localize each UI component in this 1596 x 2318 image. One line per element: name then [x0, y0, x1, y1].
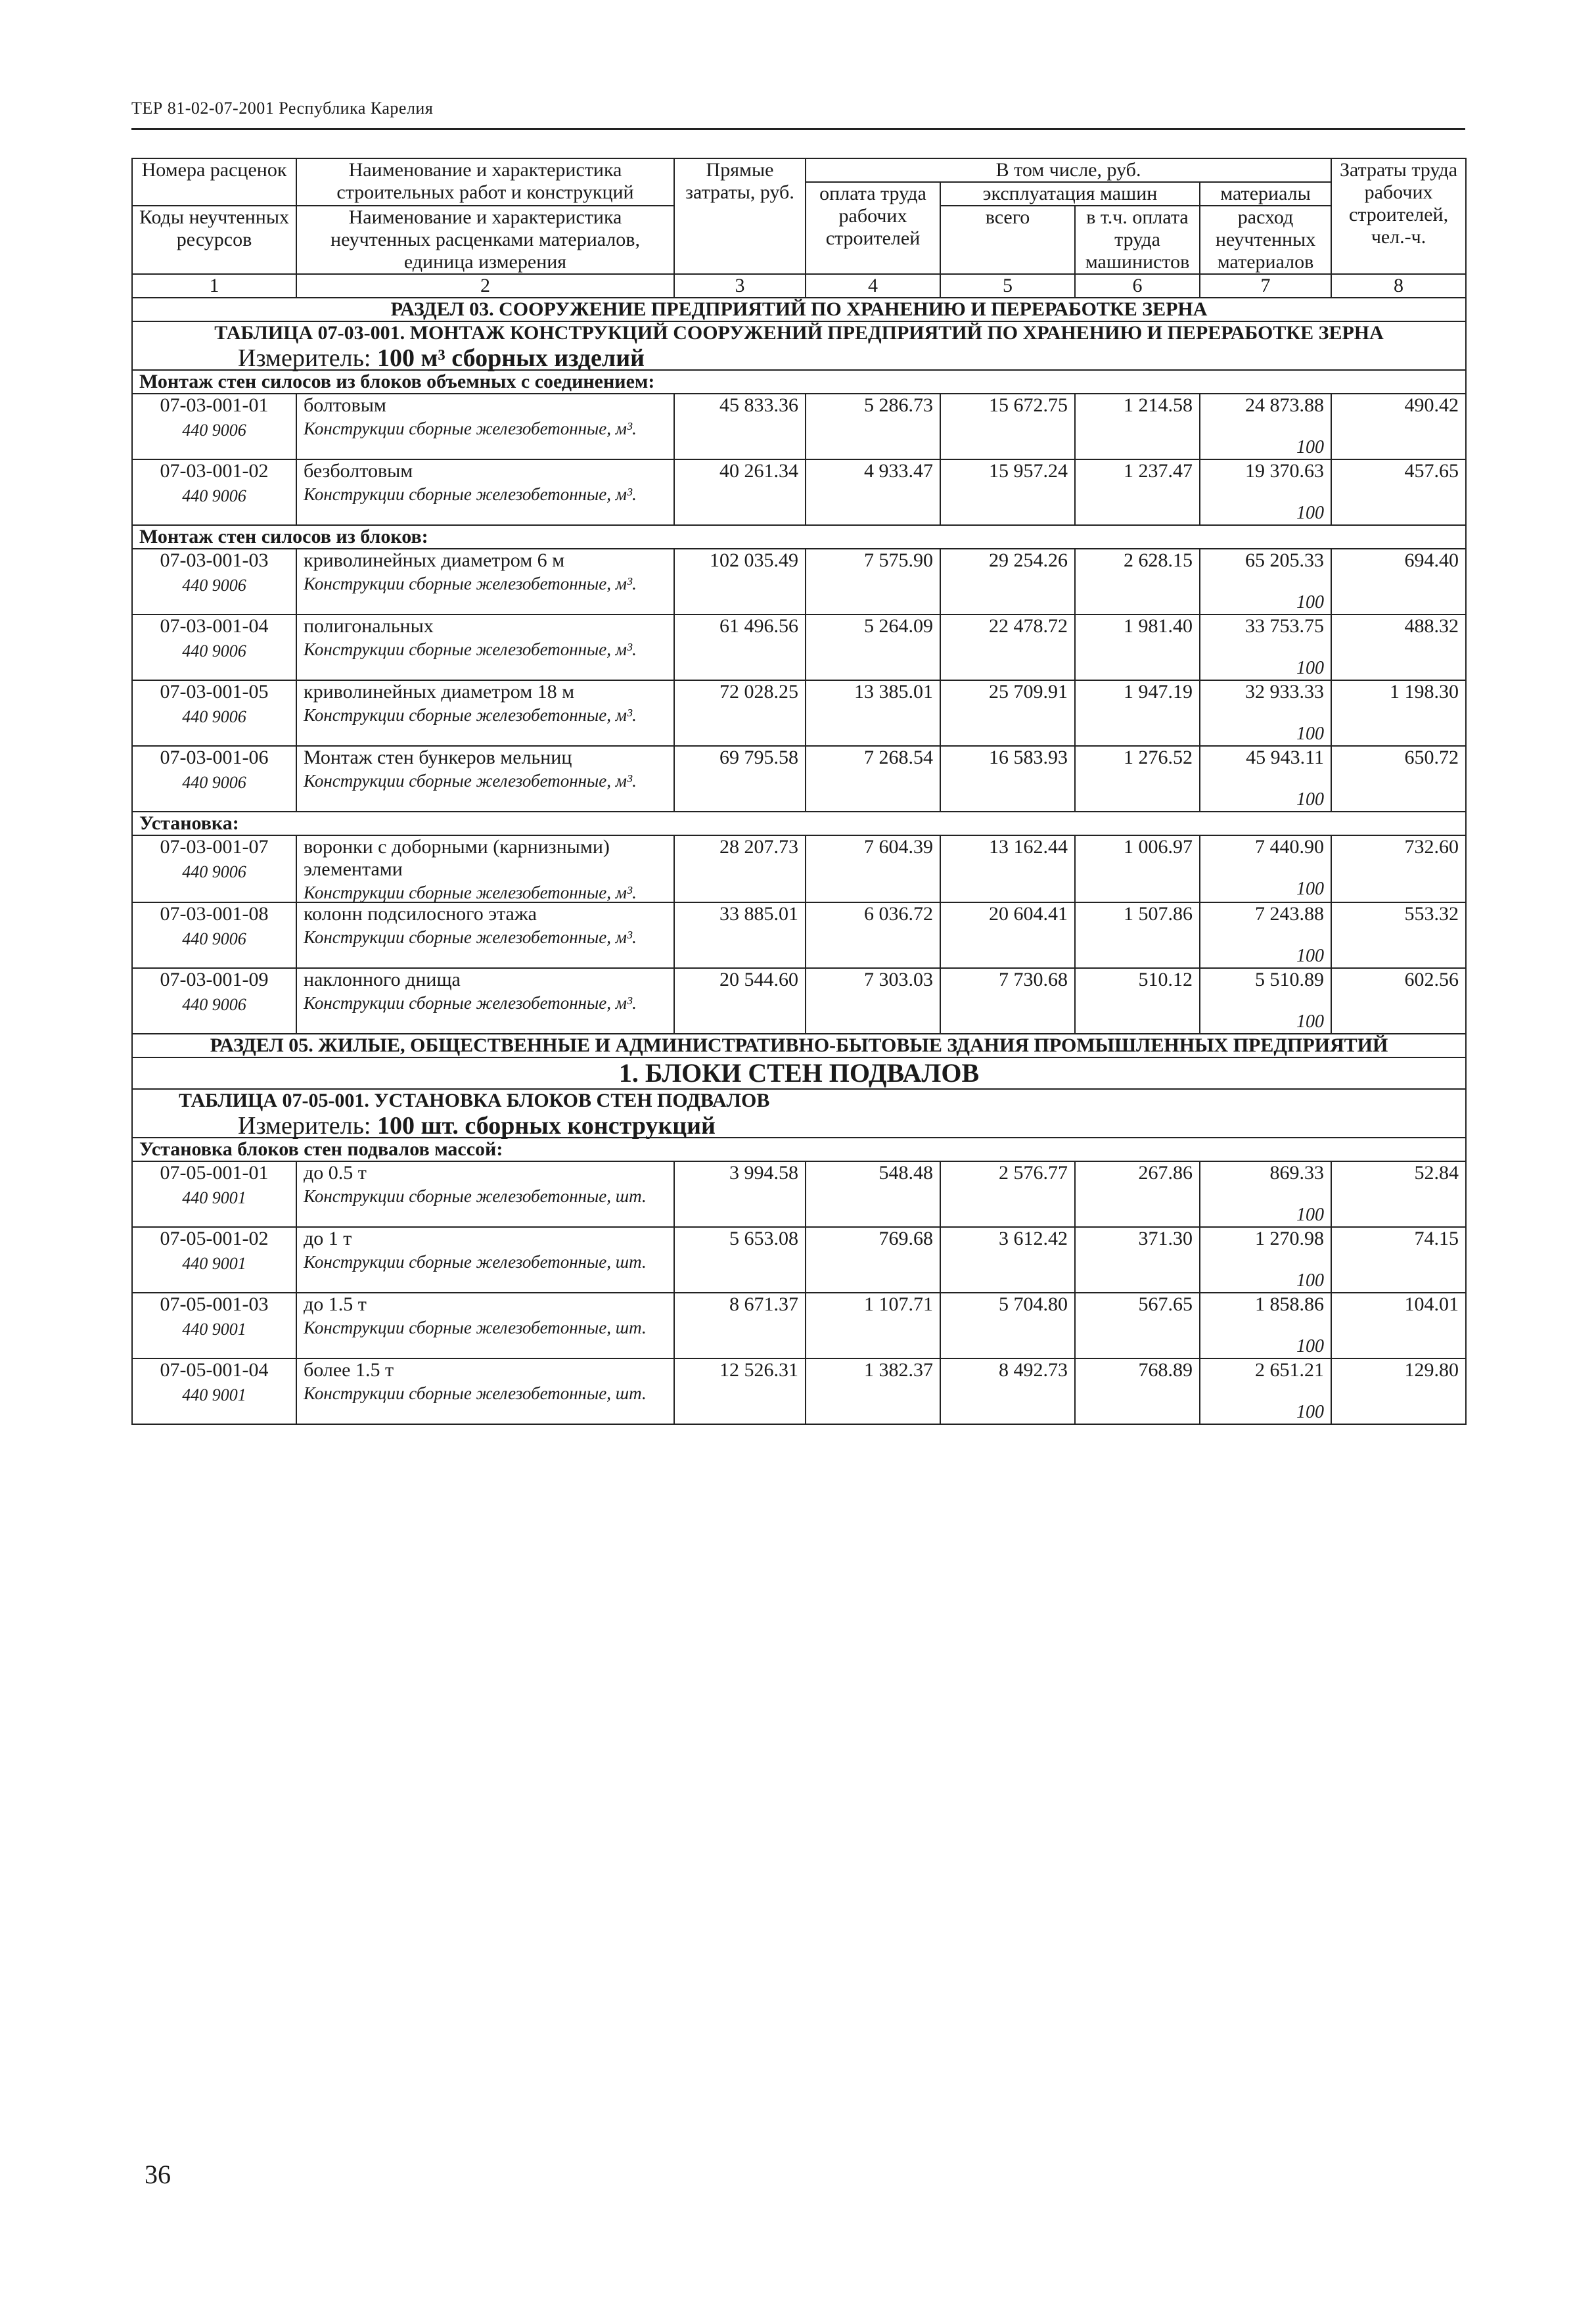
col1-header-b: Коды неучтенных ресурсов: [132, 206, 296, 274]
labor-wage: 7 303.03: [806, 968, 940, 1034]
work-name-cell: [296, 746, 674, 812]
rate-code-cell: [132, 1293, 296, 1358]
material-name: Конструкции сборные железобетонные, шт.: [304, 1186, 647, 1206]
labor-hours: 732.60: [1331, 835, 1466, 902]
work-name: до 1.5 т: [304, 1293, 367, 1315]
resource-code: 440 9006: [182, 929, 246, 948]
material-quantity: 100: [1296, 503, 1325, 523]
table-row: [132, 1358, 1466, 1424]
machines-total: 29 254.26: [940, 549, 1075, 614]
work-name-cell: [296, 394, 674, 459]
work-name: более 1.5 т: [304, 1359, 394, 1381]
materials-cost: 7 243.88: [1255, 903, 1325, 925]
table-07-05-001-caption: [132, 1089, 1466, 1138]
rate-code-cell: [132, 968, 296, 1034]
machinist-wage: 371.30: [1075, 1227, 1200, 1293]
work-name-cell: [296, 549, 674, 614]
subsection-title: 1. БЛОКИ СТЕН ПОДВАЛОВ: [132, 1057, 1466, 1089]
materials-cell: [1200, 680, 1331, 746]
direct-cost: 3 994.58: [674, 1161, 806, 1227]
rate-code: 07-05-001-02: [160, 1228, 269, 1249]
resource-code: 440 9001: [182, 1188, 246, 1207]
direct-cost: 69 795.58: [674, 746, 806, 812]
materials-cell: [1200, 394, 1331, 459]
rate-code-cell: [132, 746, 296, 812]
table-row: [132, 1293, 1466, 1358]
work-name: до 0.5 т: [304, 1162, 367, 1184]
rate-code: 07-03-001-08: [160, 903, 269, 925]
labor-hours: 457.65: [1331, 459, 1466, 525]
machines-total: 8 492.73: [940, 1358, 1075, 1424]
materials-cost: 65 205.33: [1245, 549, 1325, 571]
work-name: колонн подсилосного этажа: [304, 903, 537, 925]
col3-header: Прямые затраты, руб.: [674, 158, 806, 274]
resource-code: 440 9006: [182, 576, 246, 595]
work-name: болтовым: [304, 394, 386, 416]
labor-hours: 602.56: [1331, 968, 1466, 1034]
machinist-wage: 510.12: [1075, 968, 1200, 1034]
col1-header-a: Номера расценок: [132, 158, 296, 206]
table-row: [132, 902, 1466, 968]
resource-code: 440 9001: [182, 1385, 246, 1404]
machinist-wage: 768.89: [1075, 1358, 1200, 1424]
material-quantity: 100: [1296, 1011, 1325, 1032]
machinist-wage: 1 981.40: [1075, 614, 1200, 680]
material-name: Конструкции сборные железобетонные, шт.: [304, 1318, 647, 1337]
table-row: [132, 459, 1466, 525]
table-row: [132, 1161, 1466, 1227]
material-quantity: 100: [1296, 1336, 1325, 1356]
labor-wage: 13 385.01: [806, 680, 940, 746]
machines-total: 13 162.44: [940, 835, 1075, 902]
work-name-cell: [296, 1293, 674, 1358]
work-name: до 1 т: [304, 1228, 352, 1249]
rate-code: 07-03-001-09: [160, 969, 269, 990]
material-name: Конструкции сборные железобетонные, м³.: [304, 883, 637, 902]
measure-line: [139, 1112, 1459, 1140]
rate-code-cell: [132, 549, 296, 614]
measure-label: Измеритель:: [238, 344, 371, 372]
work-name: криволинейных диаметром 6 м: [304, 549, 565, 571]
machines-total: 20 604.41: [940, 902, 1075, 968]
materials-cell: [1200, 1293, 1331, 1358]
rate-code-cell: [132, 1227, 296, 1293]
labor-wage: 5 286.73: [806, 394, 940, 459]
page-number: 36: [145, 2160, 171, 2189]
machinist-wage: 2 628.15: [1075, 549, 1200, 614]
materials-cost: 2 651.21: [1255, 1359, 1325, 1381]
work-name-cell: [296, 1161, 674, 1227]
col-number: 3: [674, 274, 806, 298]
col6-header: в т.ч. оплата труда машинистов: [1075, 206, 1200, 274]
materials-cell: [1200, 549, 1331, 614]
machinist-wage: 1 237.47: [1075, 459, 1200, 525]
group-heading: Установка блоков стен подвалов массой:: [132, 1138, 1466, 1161]
materials-cost: 1 858.86: [1255, 1293, 1325, 1315]
col-number: 7: [1200, 274, 1331, 298]
header-row-1: [132, 158, 1466, 182]
material-name: Конструкции сборные железобетонные, м³.: [304, 574, 637, 593]
work-name: полигональных: [304, 615, 434, 637]
work-name: воронки с доборными (карнизными) элементами: [304, 836, 610, 880]
work-name: наклонного днища: [304, 969, 461, 990]
material-quantity: 100: [1296, 724, 1325, 744]
resource-code: 440 9006: [182, 862, 246, 881]
price-table: [131, 158, 1467, 1425]
labor-wage: 5 264.09: [806, 614, 940, 680]
col5-header: всего: [940, 206, 1075, 274]
direct-cost: 5 653.08: [674, 1227, 806, 1293]
machinist-wage: 267.86: [1075, 1161, 1200, 1227]
labor-wage: 7 268.54: [806, 746, 940, 812]
table-row: [132, 746, 1466, 812]
material-quantity: 100: [1296, 879, 1325, 899]
materials-header: материалы: [1200, 182, 1331, 206]
materials-cell: [1200, 746, 1331, 812]
machines-header: эксплуатация машин: [940, 182, 1200, 206]
col2-header-b: Наименование и характеристика неучтенных расценками материалов, единица измерения: [296, 206, 674, 274]
rate-code-cell: [132, 1161, 296, 1227]
rate-code: 07-03-001-03: [160, 549, 269, 571]
section-03-title: РАЗДЕЛ 03. СООРУЖЕНИЕ ПРЕДПРИЯТИЙ ПО ХРАНЕНИЮ И ПЕРЕРАБОТКЕ ЗЕРНА: [132, 298, 1466, 321]
labor-wage: 548.48: [806, 1161, 940, 1227]
machines-total: 25 709.91: [940, 680, 1075, 746]
col-number: 6: [1075, 274, 1200, 298]
labor-hours: 490.42: [1331, 394, 1466, 459]
material-name: Конструкции сборные железобетонные, м³.: [304, 993, 637, 1013]
labor-hours: 1 198.30: [1331, 680, 1466, 746]
col8-header: Затраты труда рабочих строителей, чел.-ч.: [1331, 158, 1466, 274]
machines-total: 7 730.68: [940, 968, 1075, 1034]
resource-code: 440 9006: [182, 641, 246, 661]
machinist-wage: 1 276.52: [1075, 746, 1200, 812]
group-heading: Установка:: [132, 812, 1466, 835]
work-name-cell: [296, 902, 674, 968]
measure-value: 100 шт. сборных конструкций: [377, 1112, 716, 1140]
materials-cost: 7 440.90: [1255, 836, 1325, 858]
work-name-cell: [296, 1358, 674, 1424]
materials-cell: [1200, 902, 1331, 968]
labor-wage: 769.68: [806, 1227, 940, 1293]
labor-wage: 4 933.47: [806, 459, 940, 525]
work-name-cell: [296, 968, 674, 1034]
col-number: 1: [132, 274, 296, 298]
labor-hours: 488.32: [1331, 614, 1466, 680]
table-07-03-001-caption: [132, 321, 1466, 370]
material-name: Конструкции сборные железобетонные, м³.: [304, 419, 637, 438]
labor-wage: 1 107.71: [806, 1293, 940, 1358]
labor-wage: 1 382.37: [806, 1358, 940, 1424]
material-quantity: 100: [1296, 1205, 1325, 1225]
materials-cell: [1200, 835, 1331, 902]
materials-cost: 1 270.98: [1255, 1228, 1325, 1249]
col2-header-a: Наименование и характеристика строительных работ и конструкций: [296, 158, 674, 206]
labor-hours: 650.72: [1331, 746, 1466, 812]
direct-cost: 40 261.34: [674, 459, 806, 525]
material-name: Конструкции сборные железобетонные, м³.: [304, 771, 637, 791]
rate-code: 07-03-001-05: [160, 681, 269, 703]
labor-wage: 6 036.72: [806, 902, 940, 968]
rate-code: 07-05-001-03: [160, 1293, 269, 1315]
material-quantity: 100: [1296, 946, 1325, 966]
table-row: [132, 1227, 1466, 1293]
table-title: ТАБЛИЦА 07-03-001. МОНТАЖ КОНСТРУКЦИЙ СООРУЖЕНИЙ ПРЕДПРИЯТИЙ ПО ХРАНЕНИЮ И ПЕРЕРАБОТКЕ ЗЕРНА: [214, 322, 1384, 344]
incl-header: В том числе, руб.: [806, 158, 1331, 182]
header-rule: [131, 128, 1465, 130]
table-row: [132, 549, 1466, 614]
material-quantity: 100: [1296, 1270, 1325, 1291]
material-quantity: 100: [1296, 592, 1325, 613]
direct-cost: 72 028.25: [674, 680, 806, 746]
material-name: Конструкции сборные железобетонные, м³.: [304, 484, 637, 504]
measure-line: [139, 344, 1459, 372]
materials-cell: [1200, 968, 1331, 1034]
machinist-wage: 1 507.86: [1075, 902, 1200, 968]
table-row: [132, 968, 1466, 1034]
table-row: [132, 614, 1466, 680]
materials-cost: 869.33: [1269, 1162, 1325, 1184]
col-number: 8: [1331, 274, 1466, 298]
running-header: ТЕР 81-02-07-2001 Республика Карелия: [131, 99, 434, 118]
col7-header: расход неучтенных материалов: [1200, 206, 1331, 274]
labor-wage: 7 575.90: [806, 549, 940, 614]
material-quantity: 100: [1296, 437, 1325, 457]
material-quantity: 100: [1296, 658, 1325, 678]
direct-cost: 28 207.73: [674, 835, 806, 902]
resource-code: 440 9006: [182, 707, 246, 726]
work-name: криволинейных диаметром 18 м: [304, 681, 575, 703]
rate-code-cell: [132, 902, 296, 968]
direct-cost: 61 496.56: [674, 614, 806, 680]
table-row: [132, 394, 1466, 459]
rate-code: 07-05-001-01: [160, 1162, 269, 1184]
machines-total: 5 704.80: [940, 1293, 1075, 1358]
labor-hours: 129.80: [1331, 1358, 1466, 1424]
work-name-cell: [296, 459, 674, 525]
rate-code: 07-05-001-04: [160, 1359, 269, 1381]
materials-cost: 24 873.88: [1245, 394, 1325, 416]
work-name: Монтаж стен бункеров мельниц: [304, 747, 572, 768]
material-quantity: 100: [1296, 1402, 1325, 1422]
machines-total: 3 612.42: [940, 1227, 1075, 1293]
machinist-wage: 1 947.19: [1075, 680, 1200, 746]
machines-total: 2 576.77: [940, 1161, 1075, 1227]
rate-code-cell: [132, 1358, 296, 1424]
machines-total: 16 583.93: [940, 746, 1075, 812]
rate-code-cell: [132, 459, 296, 525]
rate-code: 07-03-001-04: [160, 615, 269, 637]
table-title: ТАБЛИЦА 07-05-001. УСТАНОВКА БЛОКОВ СТЕН ПОДВАЛОВ: [179, 1090, 770, 1111]
measure-value: 100 м³ сборных изделий: [377, 344, 645, 372]
material-name: Конструкции сборные железобетонные, м³.: [304, 927, 637, 947]
machinist-wage: 567.65: [1075, 1293, 1200, 1358]
materials-cell: [1200, 1227, 1331, 1293]
direct-cost: 20 544.60: [674, 968, 806, 1034]
materials-cost: 5 510.89: [1255, 969, 1325, 990]
material-name: Конструкции сборные железобетонные, м³.: [304, 705, 637, 725]
material-name: Конструкции сборные железобетонные, м³.: [304, 639, 637, 659]
material-name: Конструкции сборные железобетонные, шт.: [304, 1383, 647, 1403]
direct-cost: 8 671.37: [674, 1293, 806, 1358]
work-name-cell: [296, 680, 674, 746]
labor-hours: 74.15: [1331, 1227, 1466, 1293]
col-number: 2: [296, 274, 674, 298]
direct-cost: 33 885.01: [674, 902, 806, 968]
machinist-wage: 1 006.97: [1075, 835, 1200, 902]
materials-cost: 32 933.33: [1245, 681, 1325, 703]
rate-code-cell: [132, 394, 296, 459]
materials-cell: [1200, 1358, 1331, 1424]
rate-code: 07-03-001-07: [160, 836, 269, 858]
materials-cell: [1200, 459, 1331, 525]
direct-cost: 45 833.36: [674, 394, 806, 459]
machines-total: 15 672.75: [940, 394, 1075, 459]
measure-label: Измеритель:: [238, 1112, 371, 1140]
section-05-title: РАЗДЕЛ 05. ЖИЛЫЕ, ОБЩЕСТВЕННЫЕ И АДМИНИСТРАТИВНО-БЫТОВЫЕ ЗДАНИЯ ПРОМЫШЛЕННЫХ ПРЕДПРИЯТИЙ: [132, 1034, 1466, 1057]
group-heading: Монтаж стен силосов из блоков объемных с соединением:: [132, 370, 1466, 394]
material-name: Конструкции сборные железобетонные, шт.: [304, 1252, 647, 1272]
resource-code: 440 9001: [182, 1254, 246, 1273]
work-name: безболтовым: [304, 460, 413, 482]
resource-code: 440 9006: [182, 421, 246, 440]
materials-cell: [1200, 614, 1331, 680]
direct-cost: 12 526.31: [674, 1358, 806, 1424]
col-number: 5: [940, 274, 1075, 298]
machinist-wage: 1 214.58: [1075, 394, 1200, 459]
labor-hours: 694.40: [1331, 549, 1466, 614]
materials-cell: [1200, 1161, 1331, 1227]
machines-total: 22 478.72: [940, 614, 1075, 680]
resource-code: 440 9006: [182, 995, 246, 1014]
work-name-cell: [296, 835, 674, 902]
col4-header: оплата труда рабочих строителей: [806, 182, 940, 274]
labor-hours: 52.84: [1331, 1161, 1466, 1227]
labor-hours: 104.01: [1331, 1293, 1466, 1358]
labor-hours: 553.32: [1331, 902, 1466, 968]
rate-code: 07-03-001-06: [160, 747, 269, 768]
work-name-cell: [296, 1227, 674, 1293]
materials-cost: 33 753.75: [1245, 615, 1325, 637]
table-row: [132, 835, 1466, 902]
materials-cost: 45 943.11: [1246, 747, 1325, 768]
rate-code-cell: [132, 614, 296, 680]
rate-code: 07-03-001-01: [160, 394, 269, 416]
labor-wage: 7 604.39: [806, 835, 940, 902]
resource-code: 440 9001: [182, 1320, 246, 1339]
work-name-cell: [296, 614, 674, 680]
resource-code: 440 9006: [182, 773, 246, 792]
material-quantity: 100: [1296, 789, 1325, 810]
rate-code-cell: [132, 680, 296, 746]
column-numbers: [132, 274, 1466, 298]
machines-total: 15 957.24: [940, 459, 1075, 525]
rate-code: 07-03-001-02: [160, 460, 269, 482]
direct-cost: 102 035.49: [674, 549, 806, 614]
col-number: 4: [806, 274, 940, 298]
materials-cost: 19 370.63: [1245, 460, 1325, 482]
rate-code-cell: [132, 835, 296, 902]
group-heading: Монтаж стен силосов из блоков:: [132, 525, 1466, 549]
resource-code: 440 9006: [182, 486, 246, 505]
table-row: [132, 680, 1466, 746]
